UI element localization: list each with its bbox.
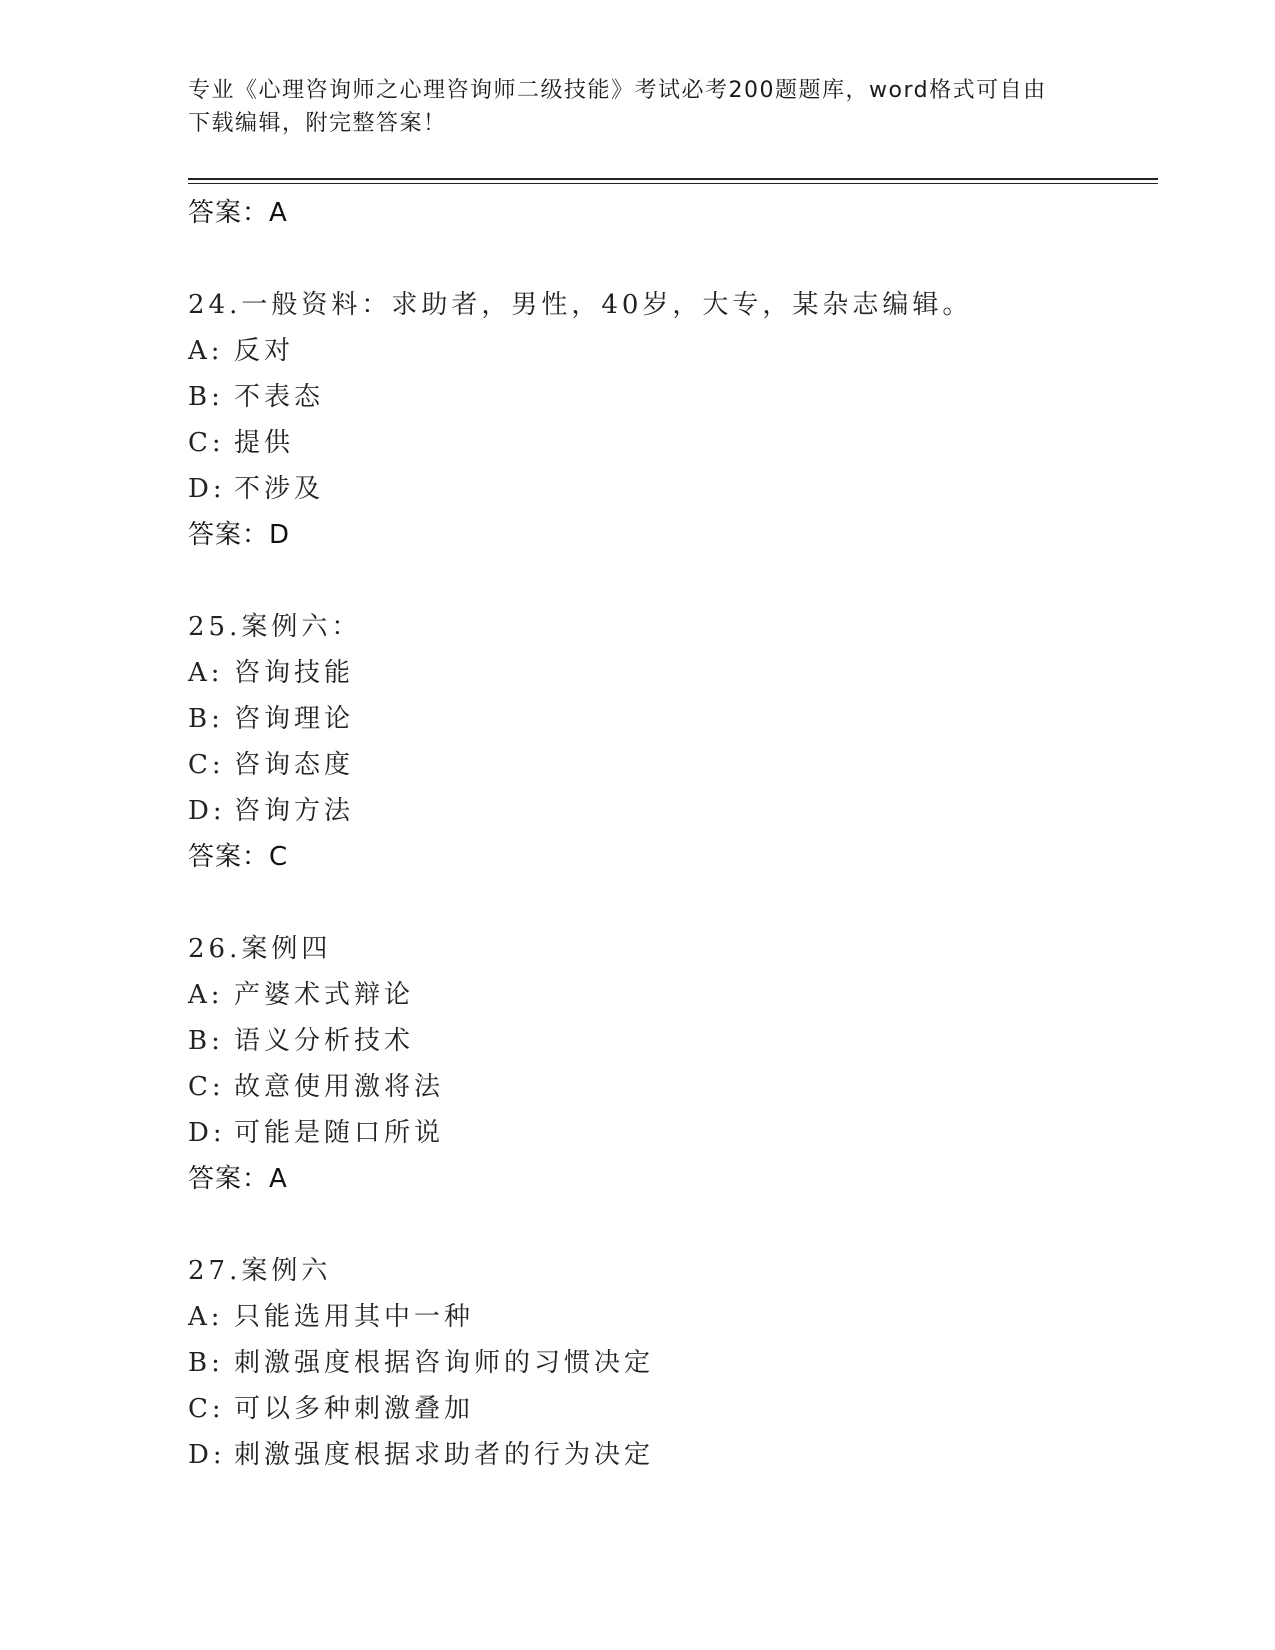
question-list [188,190,1148,1478]
question-title: 26.案例四 [188,934,332,964]
option-d [188,1432,1148,1478]
answer-line: 答案：A [188,1164,288,1194]
option-text: 不表态 [234,382,325,412]
option-text: 语义分析技术 [234,1026,415,1056]
question-title: 24.一般资料：求助者，男性，40岁，大专，某杂志编辑。 [188,290,973,320]
option-text: 咨询态度 [234,750,355,780]
option-text: 反对 [234,336,295,366]
header-rule-thin [188,183,1158,184]
option-c [188,1386,1148,1432]
option-text: 咨询方法 [234,796,355,826]
option-text: 故意使用激将法 [234,1072,445,1102]
answer-line: 答案：C [188,842,289,872]
option-d [188,1110,1148,1156]
option-letter: B: [188,382,224,412]
option-text: 可能是随口所说 [234,1118,445,1148]
option-c [188,420,1148,466]
option-text: 刺激强度根据咨询师的习惯决定 [234,1348,655,1378]
option-b [188,1018,1148,1064]
question-block [188,604,1148,880]
option-b [188,696,1148,742]
option-letter: C: [188,428,225,458]
option-d [188,466,1148,512]
option-text: 刺激强度根据求助者的行为决定 [234,1440,655,1470]
page-header: 专业《心理咨询师之心理咨询师二级技能》考试必考200题题库，word格式可自由下载编辑，附完整答案！ [188,78,1047,136]
option-a [188,650,1148,696]
option-letter: A: [188,658,224,688]
header-rule-thick [188,178,1158,180]
option-letter: B: [188,1348,224,1378]
option-letter: A: [188,1302,224,1332]
option-b [188,374,1148,420]
option-text: 只能选用其中一种 [234,1302,475,1332]
option-letter: D: [188,1118,226,1148]
option-letter: B: [188,1026,224,1056]
question-title: 25.案例六： [188,612,362,642]
option-text: 咨询技能 [234,658,355,688]
option-a [188,972,1148,1018]
option-letter: C: [188,1072,225,1102]
option-a [188,1294,1148,1340]
option-text: 不涉及 [234,474,325,504]
option-letter: D: [188,1440,226,1470]
option-text: 提供 [234,428,295,458]
answer-line: 答案：A [188,198,288,228]
option-letter: A: [188,980,224,1010]
question-block [188,1248,1148,1478]
option-letter: A: [188,336,224,366]
option-text: 可以多种刺激叠加 [234,1394,475,1424]
option-letter: B: [188,704,224,734]
answer-line: 答案：D [188,520,291,550]
option-c [188,1064,1148,1110]
option-text: 产婆术式辩论 [234,980,415,1010]
option-b [188,1340,1148,1386]
option-d [188,788,1148,834]
option-letter: D: [188,474,226,504]
option-letter: D: [188,796,226,826]
option-text: 咨询理论 [234,704,355,734]
option-c [188,742,1148,788]
option-letter: C: [188,750,225,780]
question-title: 27.案例六 [188,1256,332,1286]
question-block [188,282,1148,558]
option-letter: C: [188,1394,225,1424]
question-block [188,926,1148,1202]
option-a [188,328,1148,374]
